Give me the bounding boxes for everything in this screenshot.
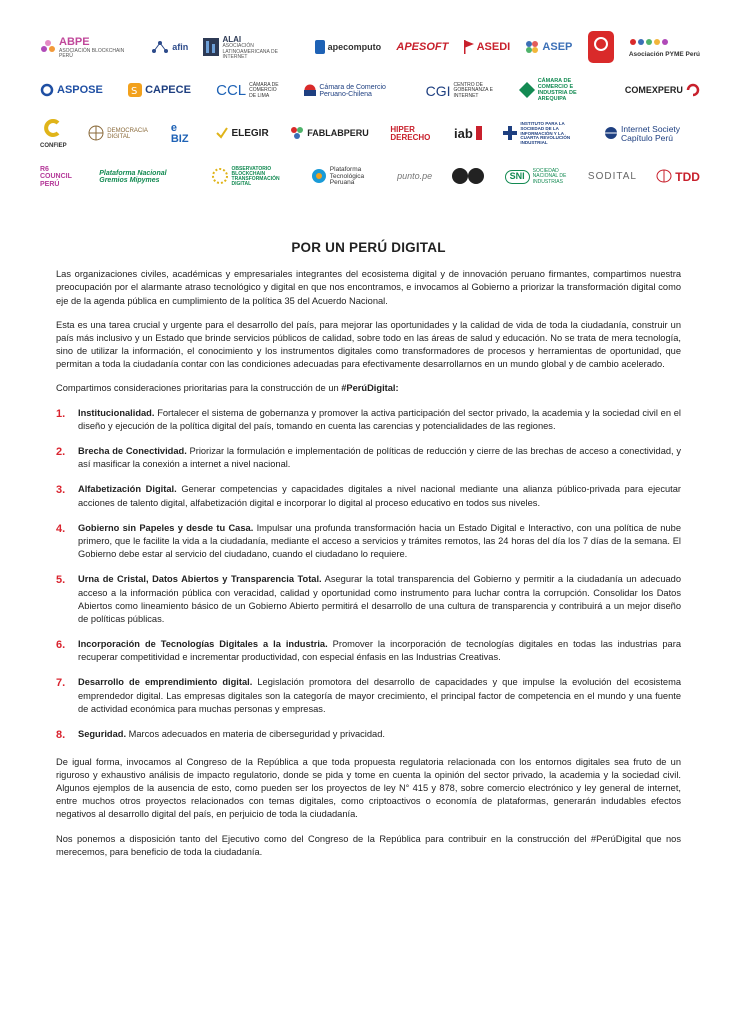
item-title: Alfabetización Digital. (78, 484, 177, 495)
logo-ebiz (171, 123, 195, 145)
item-number: 2. (56, 446, 66, 459)
item-body: Priorizar la formulación e implementación de políticas de reducción y cierre de las brechas de acceso a conectividad, y así masificar la conexión a internet a nivel nacional. (78, 446, 681, 470)
item-number: 6. (56, 639, 66, 652)
logo-name: DEMOCRACIA DIGITAL (107, 127, 148, 140)
item-number: 5. (56, 574, 66, 587)
item-title: Institucionalidad. (78, 407, 155, 418)
item-title: Urna de Cristal, Datos Abiertos y Transparencia Total. (78, 574, 322, 585)
logo-name: afin (172, 42, 189, 53)
logo-aspose (40, 83, 103, 99)
logo-hiperderecho (390, 126, 432, 143)
item-title: Desarrollo de emprendimiento digital. (78, 677, 253, 688)
logo-row (40, 114, 700, 154)
logo-mipymes (99, 170, 191, 185)
logo-sodital (588, 172, 637, 183)
instituto-plus-icon (503, 126, 517, 142)
isoc-globe-icon (604, 126, 618, 142)
hashtag: #PerúDigital: (341, 383, 399, 394)
item-body: Marcos adecuados en materia de ciberseguridad y privacidad. (126, 729, 385, 740)
iab-tab-icon (476, 126, 482, 142)
item-body: Fortalecer el sistema de gobernanza y promover la activa participación del sector privado, la academia y la sociedad civil en el diseño y ejecución de la política digital del país, tomando en cuenta las carencias y potencialidades de las regiones. (78, 407, 681, 431)
aspose-ring-icon (40, 83, 54, 99)
list-item (56, 573, 681, 626)
elegir-check-icon (216, 127, 228, 141)
logo-subtitle: CÁMARA DE COMERCIO DE LIMA (249, 82, 279, 99)
logo-row (40, 71, 700, 111)
logo-name: INSTITUTO PARA LA SOCIEDAD DE LA INFORMACIÓN Y LA CUARTA REVOLUCIÓN INDUSTRIAL (520, 121, 571, 146)
logo-sni (505, 169, 569, 185)
logo-name: ALAI (222, 34, 242, 44)
logo-name: CCL (216, 82, 247, 100)
logo-name: COMEXPERU (624, 85, 683, 96)
item-text (78, 522, 681, 562)
closing-paragraph: De igual forma, invocamos al Congreso de la República a que toda propuesta regulatoria relacionada con los entornos digitales sea fruto de un riguroso y exhaustivo análisis de impacto regulatorio, donde se pida y tome en cuenta la opinión del sector privado, la academia y la sociedad civil. Algunos ejemplos de la ausencia de esto, como pueden ser los proyectos de ley N° 415 y 878, sobre comercio electrónico y ley general de internet, entre muchos otros proyectos relacionados con temas digitales, como criptoactivos o economía de plataformas, generarán indudables efectos negativos al desarrollo digital del país, en perjuicio de toda la ciudadanía. (56, 756, 681, 820)
mp-circles-icon (451, 167, 485, 187)
logo-instituto-sociedad (503, 122, 582, 146)
capece-icon (128, 83, 142, 99)
document-title: POR UN PERÚ DIGITAL (291, 240, 446, 255)
item-number: 4. (56, 522, 66, 535)
logo-comexperu (625, 83, 700, 99)
logo-name: CGI (425, 82, 451, 99)
item-number: 3. (56, 484, 66, 497)
item-title: Seguridad. (78, 729, 127, 740)
logo-alai (203, 36, 299, 60)
logo-subtitle: ASOCIACIÓN LATINOAMERICANA DE INTERNET (222, 43, 278, 60)
logo-capece (128, 83, 191, 99)
logo-banner (40, 28, 700, 200)
logo-name: punto.pe (397, 171, 433, 182)
logo-ccl (216, 83, 279, 99)
item-text (78, 445, 681, 471)
list-item (56, 728, 681, 744)
logo-name: ASEP (542, 41, 573, 54)
svg-text:S: S (131, 85, 138, 97)
logo-asedi (464, 40, 511, 56)
logo-name: OBSERVATORIO BLOCKCHAIN TRANSFORMACIÓN DIGITAL (231, 165, 280, 188)
intro-paragraph: Las organizaciones civiles, académicas y empresariales integrantes del ecosistema digital y de innovación peruano firmantes, compartimos nuestra preocupación por el alarmante atraso tecnológico y digital en que nos encontramos, e invocamos al Gobierno a priorizar la transformación digital como eje de la agenda pública en cumplimiento de la política 35 del Acuerdo Nacional. (56, 269, 681, 306)
logo-democracia-digital (88, 125, 149, 143)
brain-icon (656, 169, 672, 185)
logo-iab (454, 126, 482, 142)
logo-plataforma-tecnologica (311, 167, 378, 187)
plataforma-icon (311, 168, 327, 186)
logo-confiep (40, 119, 67, 149)
lead-text: Compartimos consideraciones prioritarias para la construcción de un (56, 383, 342, 394)
logo-subtitle: SOCIEDAD NACIONAL DE INDUSTRIAS (532, 168, 567, 185)
logo-asep (525, 40, 572, 56)
logo-afin (151, 40, 188, 56)
logo-elegir (216, 127, 268, 141)
comex-swirl-icon (686, 83, 700, 99)
closing-paragraph: Nos ponemos a disposición tanto del Ejecutivo como del Congreso de la República para contribuir en la construcción del #PerúDigital que nos merecemos, para beneficio de toda la ciudadanía. (56, 833, 681, 857)
arequipa-diamond-icon (519, 82, 535, 100)
logo-r6-council (40, 166, 80, 188)
logo-name: CAPECE (145, 84, 191, 97)
item-text (78, 573, 681, 626)
item-text (78, 728, 681, 744)
logo-row (40, 157, 700, 197)
logo-camara-arequipa (519, 79, 600, 102)
list-item (56, 522, 681, 562)
logo-name: CONFIEP (40, 142, 67, 149)
logo-abpe (40, 37, 136, 59)
item-body: Asegurar la total transparencia del Gobierno y permitir a la ciudadanía un adecuado acceso a la información pública con veracidad, calidad y oportunidad como instrumento para luchar contra la corrupción. Consolidar los Datos Abiertos como lineamiento básico de un Gobierno Abierto permitirá el desarrollo de una cultura de transparencia y contribuirá a un mejor diseño de políticas públicas. (78, 574, 681, 624)
logo-name: SODITAL (587, 170, 637, 182)
logo-cgi (426, 83, 494, 99)
logo-name: apecomputo (327, 42, 382, 53)
logo-name: ASPOSE (57, 84, 103, 97)
priority-list (56, 407, 681, 744)
list-item (56, 407, 681, 433)
item-title: Brecha de Conectividad. (78, 446, 187, 457)
logo-name: Plataforma Tecnológica Peruana (329, 165, 365, 187)
item-body: Legislación promotora del desarrollo de capacidades y que impulse la evolución del ecosistema emprendedor digital. Las empresas digitales son la categoría de mayor crecimiento, el principal factor de competencia en el mundo y una fuente de actividad económica para muchas personas y empresas. (78, 677, 681, 714)
item-text (78, 483, 681, 509)
item-body: Generar competencias y capacidades digitales a nivel nacional mediante una alianza público-privada para ejecutar acciones de talento digital, alfabetización digital e incorporar lo digital al proceso educativo en todos sus niveles. (78, 484, 681, 508)
intro-paragraph: Esta es una tarea crucial y urgente para el desarrollo del país, para mejorar las oportunidades y la calidad de vida de toda la ciudadanía, construir un país más inclusivo y un Estado que brinde servicios públicos de calidad, sobre todo en las áreas de salud y educación. No se trata de mera tecnología, sino de utilizar la información, el conocimiento y los instrumentos digitales como transformadores de procesos y herramientas de oportunidad, que permitan a toda la ciudadanía contar con las condiciones adecuadas para efectivamente desarrollarnos en un mundo global y de cambio acelerado. (56, 319, 681, 370)
logo-name: Asociación PYME Perú (628, 51, 700, 59)
logo-name: R6 COUNCIL PERÚ (40, 165, 72, 188)
logo-name: ASEDI (476, 41, 511, 54)
logo-name: FABLABPERU (307, 128, 369, 139)
globe-icon (88, 125, 104, 143)
logo-asocep (588, 31, 614, 65)
logo-pyme-peru (629, 37, 700, 59)
item-text (78, 638, 681, 664)
item-title: Incorporación de Tecnologías Digitales a la industria. (78, 639, 328, 650)
flag-icon (304, 84, 316, 98)
logo-name: HIPER DERECHO (390, 124, 431, 142)
item-number: 7. (56, 677, 66, 690)
logo-name: APESOFT (396, 41, 449, 54)
stars-circle-icon (211, 167, 229, 187)
logo-name: CÁMARA DE COMERCIO E INDUSTRIA DE AREQUIPA (537, 78, 577, 102)
asep-dots-icon (525, 40, 539, 56)
logo-mp (451, 167, 485, 187)
item-number: 8. (56, 729, 66, 742)
logo-peruano-chilena (304, 84, 400, 99)
pyme-dots-icon (629, 37, 669, 49)
logo-subtitle: ASOCIACIÓN BLOCKCHAIN PERÚ (59, 47, 125, 59)
logo-apesoft (396, 42, 448, 54)
list-item (56, 638, 681, 664)
item-title: Gobierno sin Papeles y desde tu Casa. (78, 522, 254, 533)
confiep-c-icon (44, 119, 62, 139)
logo-name: TDD (675, 169, 700, 184)
logo-row (40, 28, 700, 68)
network-icon (151, 40, 169, 56)
logo-name: e BIZ (170, 122, 189, 145)
apecomputo-icon (315, 40, 325, 56)
fablab-icon (290, 126, 304, 142)
logo-name: ELEGIR (231, 127, 269, 139)
logo-tdd (656, 169, 700, 185)
abpe-flower-icon (40, 39, 56, 57)
logo-subtitle: CENTRO DE GOBERNANZA E INTERNET (453, 82, 493, 99)
logo-observatorio-blockchain (211, 167, 292, 188)
item-body: Promover la incorporación de tecnologías digitales en todas las industrias para recuperar competitividad e incrementar productividad, con especial énfasis en las Industrias Creativas. (78, 639, 681, 663)
list-item (56, 483, 681, 509)
item-text (78, 407, 681, 433)
logo-apecomputo (315, 40, 382, 56)
alai-block-icon (203, 38, 219, 58)
lead-paragraph (56, 382, 681, 395)
logo-name: Plataforma Nacional Gremios Mipymes (99, 169, 167, 184)
asocep-badge-icon (588, 31, 614, 65)
logo-fablab (290, 126, 369, 142)
logo-name: Internet Society Capítulo Perú (620, 124, 681, 143)
item-number: 1. (56, 407, 66, 420)
list-item (56, 676, 681, 716)
asedi-flag-icon (464, 40, 474, 56)
logo-name: SNI (505, 170, 530, 183)
logo-name: Cámara de Comercio Peruano-Chilena (319, 83, 386, 98)
document-body (56, 238, 681, 870)
list-item (56, 445, 681, 471)
item-text (78, 676, 681, 716)
item-body: Impulsar una profunda transformación hacia un Estado Digital e Interactivo, con una política de nube primero, que le facilite la vida a la ciudadanía, mediante el acceso a servicios y trámites remotos, las 24 horas del día los 7 días de la semana. El Gobierno debe estar al servicio del ciudadano, cuando el ciudadano lo requiere. (78, 522, 681, 560)
logo-punto-pe (397, 172, 432, 181)
logo-name: iab (453, 126, 473, 142)
logo-name: ABPE (59, 35, 90, 48)
logo-internet-society (604, 125, 700, 143)
